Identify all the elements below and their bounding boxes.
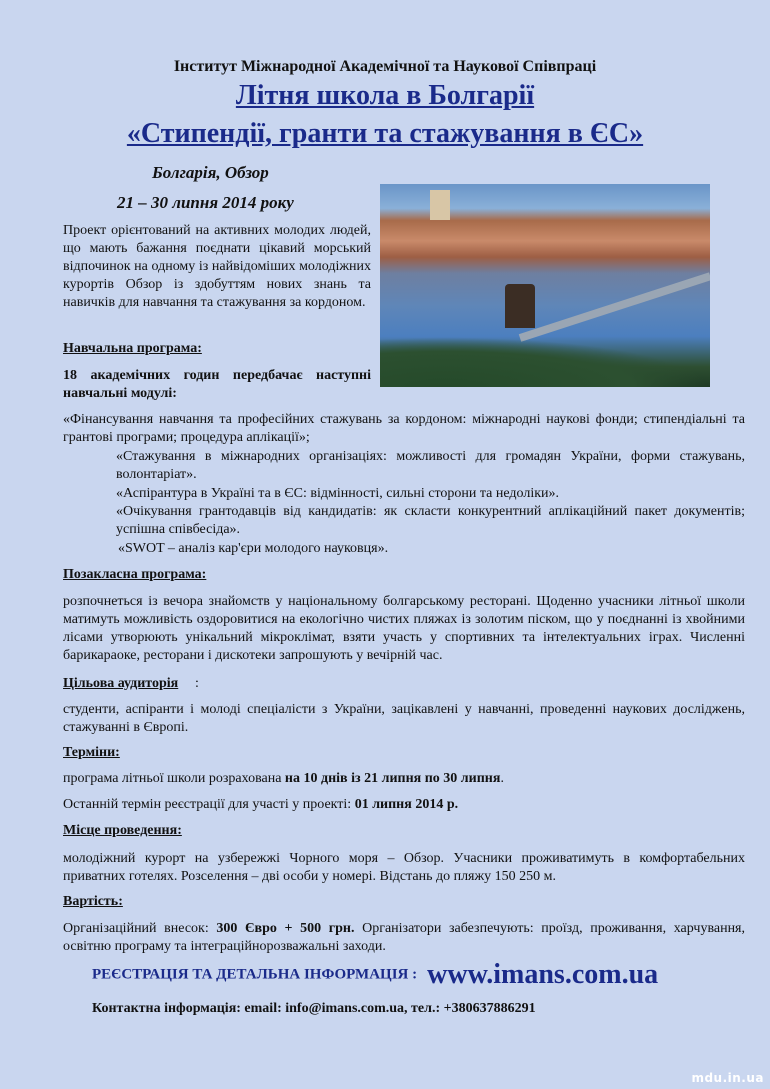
event-dates: 21 – 30 липня 2014 року <box>117 193 294 212</box>
audience-paragraph: студенти, аспіранти і молоді спеціалісти з України, зацікавлені у навчанні, проведенні наукових досліджень, стажуванні в Європі. <box>63 702 745 735</box>
hills-shape <box>380 337 710 387</box>
terms-line-1-text: програма літньої школи розрахована <box>63 771 285 786</box>
place-paragraph: молодіжний курорт на узбережжі Чорного моря – Обзор. Учасники проживатимуть в комфортабельних приватних готелях. Розселення – дві особи у номері. Відстань до пляжу 150 250 м. <box>63 851 745 884</box>
cost-prefix: Організаційний внесок: <box>63 921 217 936</box>
event-location: Болгарія, Обзор <box>152 163 269 182</box>
contact-info: Контактна інформація: email: info@imans.com.ua, тел.: +380637886291 <box>92 1001 536 1016</box>
cost-paragraph <box>63 920 745 956</box>
intro-paragraph: Проект орієнтований на активних молодих людей, що мають бажання поєднати цікавий морський відпочинок на одному із найвідоміших молодіжних курортів Обзор із здобуттям нових знань та навичків для навчання та стажування за кордоном. <box>63 223 371 310</box>
obzor-photo <box>380 184 710 387</box>
terms-line-1-end: . <box>500 771 504 786</box>
module-item: «SWOT – аналіз кар'єри молодого науковця». <box>118 541 389 556</box>
terms-heading: Терміни: <box>63 745 120 760</box>
registration-url-link[interactable]: www.imans.com.ua <box>427 959 659 990</box>
audience-colon: : <box>195 676 199 691</box>
program-hours: 18 академічних годин передбачає наступні навчальні модулі: <box>63 368 371 401</box>
module-item: «Стажування в міжнародних організаціях: можливості для громадян України, форми стажувань, волонтаріат». <box>116 449 745 482</box>
terms-line-2-text: Останній термін реєстрації для участі у проекті: <box>63 797 355 812</box>
title-line-2: «Стипендії, гранти та стажування в ЄС» <box>126 118 644 149</box>
audience-heading: Цільова аудиторія <box>63 676 179 691</box>
registration-deadline: 01 липня 2014 р. <box>354 797 459 812</box>
program-heading: Навчальна програма: <box>63 341 202 356</box>
registration-line <box>92 959 658 991</box>
terms-line-1 <box>63 770 745 788</box>
cost-amount: 300 Євро + 500 грн. <box>216 921 355 936</box>
title-line-1: Літня школа в Болгарії <box>235 80 535 111</box>
cost-heading: Вартість: <box>63 894 123 909</box>
extracurricular-heading: Позакласна програма: <box>63 567 207 582</box>
extracurricular-paragraph: розпочнеться із вечора знайомств у національному болгарському ресторані. Щоденно учасники літньої школи матимуть можливість оздоровитися на екологічно чистих пляжах із золотим піском, що у поєднанні із хвойними лісами утворюють унікальний мікроклімат, взяти участь у спортивних та інтелектуальних іграх. Численні барикараоке, ресторани і дискотеки запрошують у вечірній час. <box>63 594 745 663</box>
module-item: «Фінансування навчання та професійних стажувань за кордоном: міжнародні наукові фонди; стипендіальні та грантові програми; процедура аплікації»; <box>63 412 745 445</box>
module-item: «Очікування грантодавців від кандидатів: як скласти конкурентний аплікаційний пакет документів; успішна співбесіда». <box>116 504 745 537</box>
road-shape <box>519 272 710 341</box>
institute-name: Інститут Міжнародної Академічної та Наукової Співпраці <box>173 58 597 75</box>
church-shape <box>430 190 450 220</box>
cost-details: Організатори забезпечують: проїзд, проживання, харчування, освітню програму та інтеграційнорозважальні заходи. <box>63 921 746 954</box>
terms-line-2 <box>63 796 745 814</box>
terms-dates: на 10 днів із 21 липня по 30 липня <box>284 771 501 786</box>
registration-label: РЕЄСТРАЦІЯ ТА ДЕТАЛЬНА ІНФОРМАЦІЯ : <box>92 966 418 983</box>
watermark: mdu.in.ua <box>691 1071 764 1085</box>
windmill-shape <box>505 284 535 328</box>
place-heading: Місце проведення: <box>63 823 182 838</box>
module-item: «Аспірантура в Україні та в ЄС: відмінності, сильні сторони та недоліки». <box>116 486 560 501</box>
